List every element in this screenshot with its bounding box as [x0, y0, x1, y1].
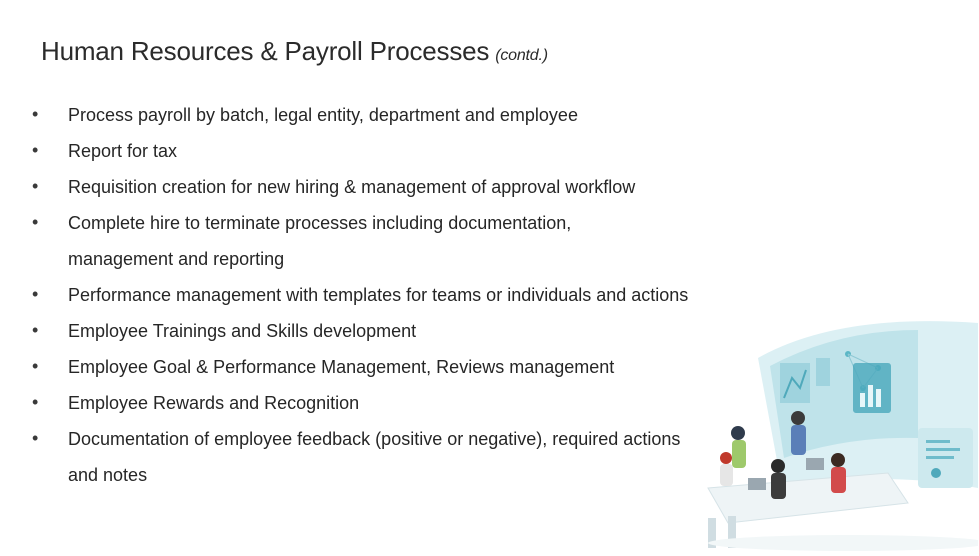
bullet-text: Report for tax [68, 141, 178, 161]
bullet-item [32, 97, 712, 133]
slide-title-suffix: (contd.) [495, 47, 548, 64]
bullet-text: Process payroll by batch, legal entity, department and employee [68, 105, 578, 125]
bullet-dot-icon: • [32, 320, 39, 340]
bullet-dot-icon: • [32, 428, 39, 448]
laptop-icon [748, 478, 766, 490]
bullet-dot-icon: • [32, 356, 39, 376]
bullet-item [32, 385, 712, 421]
table-shape [708, 473, 908, 523]
bullet-item [32, 313, 712, 349]
bullet-text: Documentation of employee feedback (positive or negative), required actions and notes [68, 429, 681, 485]
bullet-text: Performance management with templates for teams or individuals and actions [68, 285, 689, 305]
bullet-item [32, 133, 712, 169]
bullet-dot-icon: • [32, 284, 39, 304]
bullet-dot-icon: • [32, 140, 39, 160]
bullet-dot-icon: • [32, 392, 39, 412]
bullet-item [32, 277, 708, 313]
bullet-item [32, 169, 712, 205]
person-figure-icon [831, 453, 846, 493]
bullet-text: Employee Goal & Performance Management, Reviews management [68, 357, 615, 377]
bullet-text: Employee Trainings and Skills development [68, 321, 417, 341]
bullet-text: Requisition creation for new hiring & management of approval workflow [68, 177, 636, 197]
bullet-item [32, 421, 708, 493]
person-figure-icon [771, 459, 786, 499]
slide-title-text: Human Resources & Payroll Processes [41, 36, 490, 66]
person-figure-icon [731, 426, 746, 468]
bullet-dot-icon: • [32, 176, 39, 196]
slide-title [41, 36, 548, 67]
bullet-text: Complete hire to terminate processes including documentation, management and reporting [68, 213, 572, 269]
illustration-svg [688, 318, 978, 551]
bullet-item [32, 349, 712, 385]
bullet-list [32, 97, 712, 493]
person-figure-icon [791, 411, 806, 455]
bullet-dot-icon: • [32, 104, 39, 124]
bullet-text: Employee Rewards and Recognition [68, 393, 360, 413]
team-dashboard-illustration [688, 318, 978, 551]
laptop-icon [806, 458, 824, 470]
person-figure-icon [720, 452, 733, 486]
bullet-item [32, 205, 628, 277]
bullet-dot-icon: • [32, 212, 39, 232]
